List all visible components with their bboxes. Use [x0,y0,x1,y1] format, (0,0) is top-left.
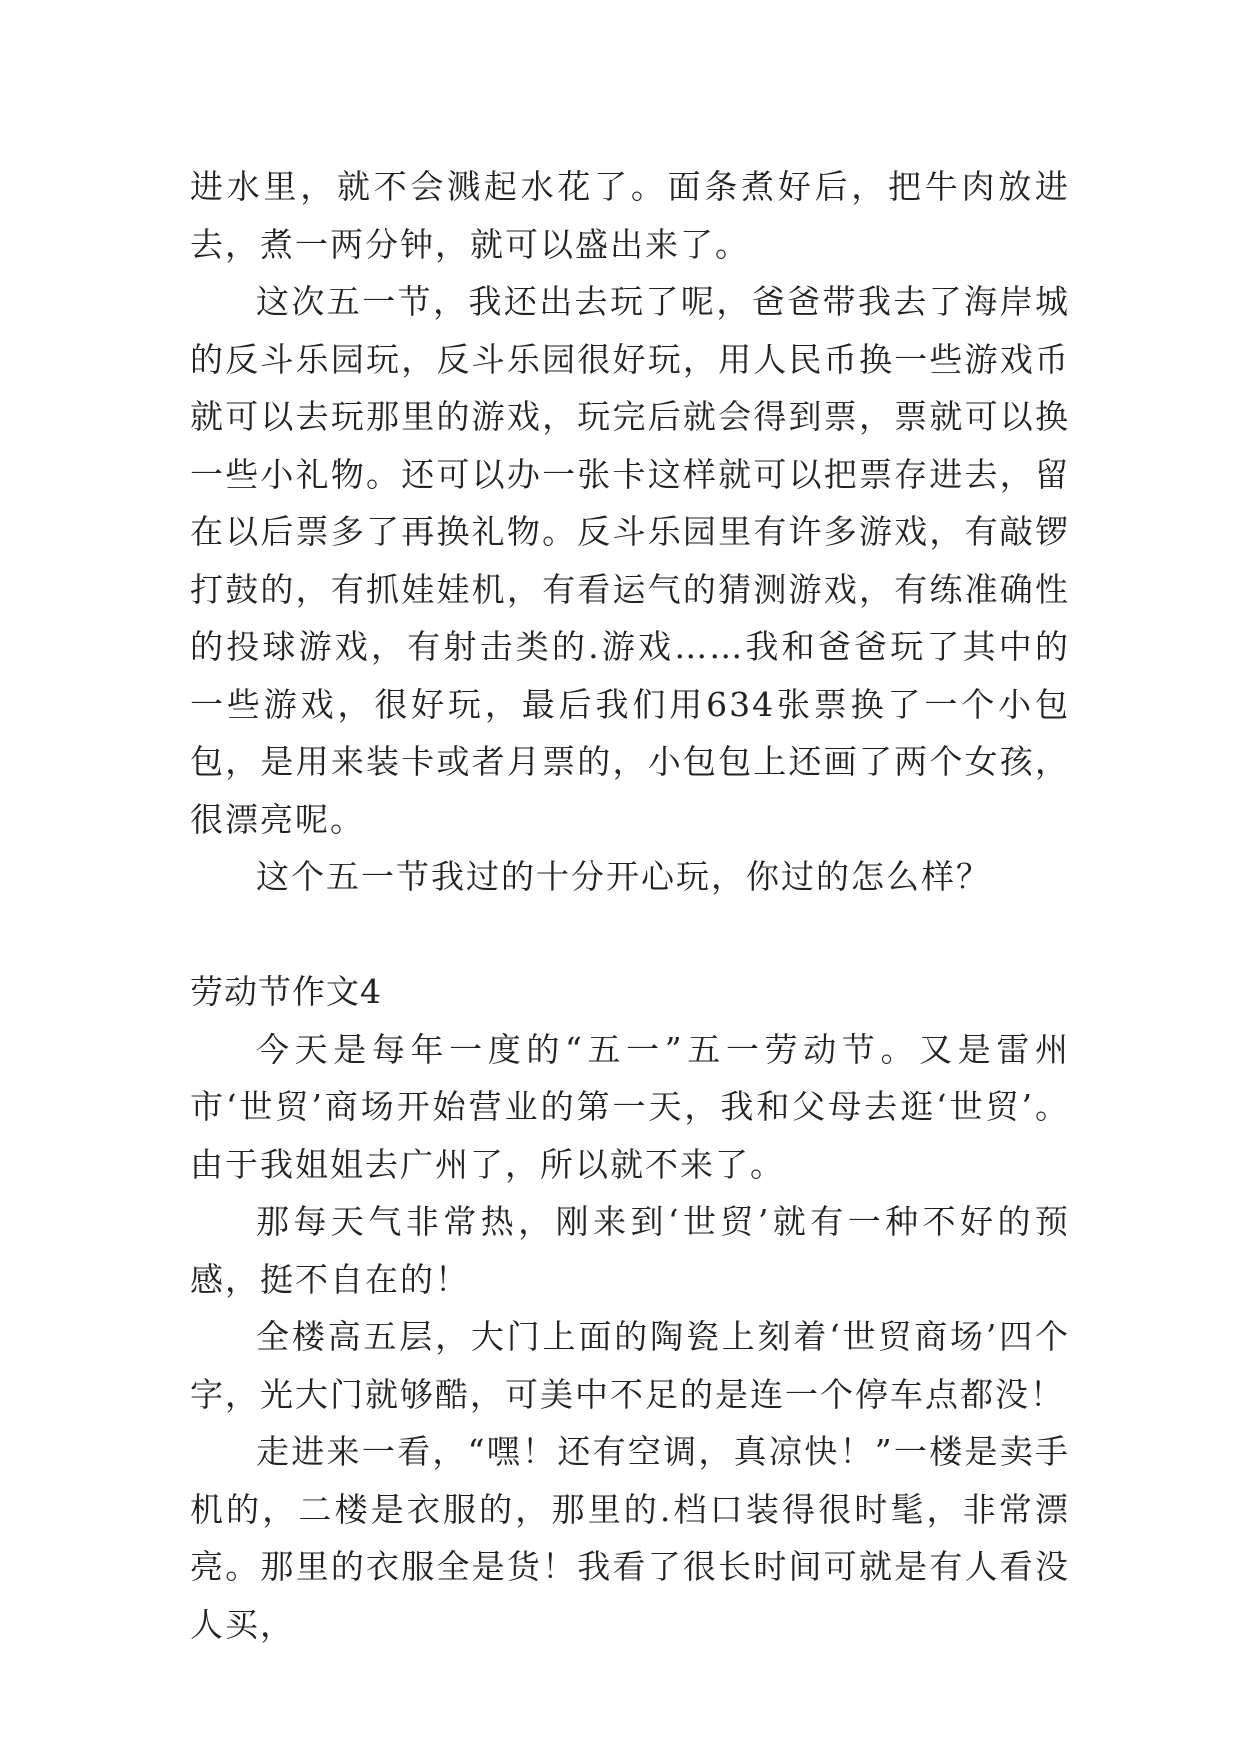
paragraph-mall-opening: 今天是每年一度的“五一”五一劳动节。又是雷州市‘世贸’商场开始营业的第一天，我和父母去逛‘世贸’。由于我姐姐去广州了，所以就不来了。 [190,1029,1070,1184]
paragraph-building: 全楼高五层，大门上面的陶瓷上刻着‘世贸商场’四个字，光大门就够酷，可美中不足的是连一个停车点都没！ [190,1317,1070,1414]
paragraph-closing-question: 这个五一节我过的十分开心玩，你过的怎么样？ [256,857,991,896]
document-body [190,158,1070,1653]
paragraph-weather: 那每天气非常热，刚来到‘世贸’就有一种不好的预感，挺不自在的！ [190,1202,1070,1299]
paragraph-amusement-park: 这次五一节，我还出去玩了呢，爸爸带我去了海岸城的反斗乐园玩，反斗乐园很好玩，用人民币换一些游戏币就可以去玩那里的游戏，玩完后就会得到票，票就可以换一些小礼物。还可以办一张卡这样就可以把票存进去，留在以后票多了再换礼物。反斗乐园里有许多游戏，有敲锣打鼓的，有抓娃娃机，有看运气的猜测游戏，有练准确性的投球游戏，有射击类的.游戏……我和爸爸玩了其中的一些游戏，很好玩，最后我们用634张票换了一个小包包，是用来装卡或者月票的，小包包上还画了两个女孩，很漂亮呢。 [190,282,1070,839]
paragraph-inside-mall: 走进来一看，“嘿！还有空调，真凉快！”一楼是卖手机的，二楼是衣服的，那里的.档口装得很时髦，非常漂亮。那里的衣服全是货！我看了很长时间可就是有人看没人买， [190,1432,1070,1644]
essay-heading: 劳动节作文4 [190,972,382,1011]
section-gap [190,906,1070,964]
paragraph-continued: 进水里，就不会溅起水花了。面条煮好后，把牛肉放进去，煮一两分钟，就可以盛出来了。 [190,167,1070,264]
